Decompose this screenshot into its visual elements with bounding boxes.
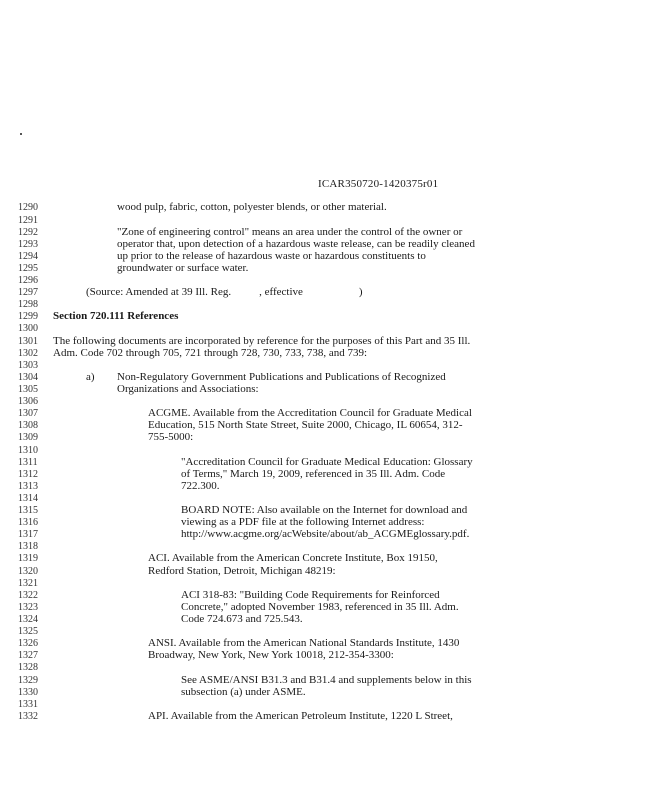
line-number: 1293 [18, 239, 38, 250]
line-number: 1294 [18, 251, 38, 262]
document-id: ICAR350720-1420375r01 [318, 178, 439, 190]
line-number: 1320 [18, 566, 38, 577]
line-text: groundwater or surface water. [117, 262, 249, 274]
stray-mark [20, 133, 22, 135]
line-number: 1307 [18, 408, 38, 419]
line-number: 1332 [18, 711, 38, 722]
line-text: BOARD NOTE: Also available on the Internet for download and [181, 504, 468, 516]
line-number: 1330 [18, 687, 38, 698]
line-number: 1306 [18, 396, 38, 407]
line-number: 1311 [18, 457, 38, 468]
line-1332 [0, 710, 671, 723]
line-number: 1292 [18, 227, 38, 238]
line-number: 1310 [18, 445, 38, 456]
line-text: ACGME. Available from the Accreditation Council for Graduate Medical [148, 407, 472, 419]
line-text: 755-5000: [148, 431, 194, 443]
line-number: 1301 [18, 336, 38, 347]
line-text: "Zone of engineering control" means an area under the control of the owner or [117, 226, 463, 238]
line-text: Adm. Code 702 through 705, 721 through 728, 730, 733, 738, and 739: [53, 347, 368, 359]
line-text: of Terms," March 19, 2009, referenced in 35 Ill. Adm. Code [181, 468, 446, 480]
subsection-label: a) [86, 371, 95, 383]
line-number: 1296 [18, 275, 38, 286]
line-number: 1323 [18, 602, 38, 613]
source-note-part-c: ) [358, 286, 363, 298]
line-1290 [0, 201, 671, 214]
line-number: 1319 [18, 553, 38, 564]
line-text: See ASME/ANSI B31.3 and B31.4 and supplements below in this [181, 674, 472, 686]
line-number: 1313 [18, 481, 38, 492]
line-text: The following documents are incorporated by reference for the purposes of this Part and 35 Ill. [53, 335, 471, 347]
line-1328 [0, 661, 671, 674]
line-number: 1298 [18, 299, 38, 310]
line-number: 1303 [18, 360, 38, 371]
line-number: 1322 [18, 590, 38, 601]
line-number: 1326 [18, 638, 38, 649]
line-text: Non-Regulatory Government Publications and Publications of Recognized [117, 371, 446, 383]
line-text: ANSI. Available from the American National Standards Institute, 1430 [148, 637, 460, 649]
line-text: up prior to the release of hazardous waste or hazardous constituents to [117, 250, 426, 262]
source-note-part-a: (Source: Amended at 39 Ill. Reg. [86, 286, 232, 298]
line-number: 1316 [18, 517, 38, 528]
line-text: Concrete," adopted November 1983, referenced in 35 Ill. Adm. [181, 601, 459, 613]
line-text: operator that, upon detection of a hazardous waste release, can be readily cleaned [117, 238, 475, 250]
line-number: 1329 [18, 675, 38, 686]
line-number: 1305 [18, 384, 38, 395]
line-number: 1314 [18, 493, 38, 504]
line-text: Code 724.673 and 725.543. [181, 613, 303, 625]
line-text: "Accreditation Council for Graduate Medical Education: Glossary [181, 456, 473, 468]
line-number: 1308 [18, 420, 38, 431]
line-text: ACI. Available from the American Concrete Institute, Box 19150, [148, 552, 438, 564]
line-number: 1302 [18, 348, 38, 359]
section-heading: Section 720.111 References [53, 310, 179, 322]
line-number: 1315 [18, 505, 38, 516]
line-number: 1295 [18, 263, 38, 274]
line-number: 1297 [18, 287, 38, 298]
line-number: 1331 [18, 699, 38, 710]
line-number: 1318 [18, 541, 38, 552]
line-text: Redford Station, Detroit, Michigan 48219: [148, 565, 336, 577]
line-text: viewing as a PDF file at the following Internet address: [181, 516, 425, 528]
line-number: 1328 [18, 662, 38, 673]
line-text: 722.300. [181, 480, 220, 492]
line-text: API. Available from the American Petroleum Institute, 1220 L Street, [148, 710, 453, 722]
line-1319 [0, 552, 671, 565]
line-text: Education, 515 North State Street, Suite 2000, Chicago, IL 60654, 312- [148, 419, 463, 431]
line-text: subsection (a) under ASME. [181, 686, 306, 698]
line-text: Organizations and Associations: [117, 383, 259, 395]
line-1309 [0, 431, 671, 444]
line-text: ACI 318-83: "Building Code Requirements for Reinforced [181, 589, 440, 601]
line-number: 1291 [18, 215, 38, 226]
line-number: 1312 [18, 469, 38, 480]
line-text: wood pulp, fabric, cotton, polyester blends, or other material. [117, 201, 387, 213]
line-number: 1299 [18, 311, 38, 322]
line-1300 [0, 322, 671, 335]
url-text: http://www.acgme.org/acWebsite/about/ab_ACGMEglossary.pdf. [181, 528, 470, 540]
line-text: Broadway, New York, New York 10018, 212-354-3300: [148, 649, 394, 661]
line-number: 1324 [18, 614, 38, 625]
line-number: 1327 [18, 650, 38, 661]
line-number: 1309 [18, 432, 38, 443]
line-number: 1325 [18, 626, 38, 637]
source-note-part-b: , effective [259, 286, 303, 298]
line-number: 1304 [18, 372, 38, 383]
line-number: 1317 [18, 529, 38, 540]
line-number: 1290 [18, 202, 38, 213]
line-number: 1321 [18, 578, 38, 589]
line-number: 1300 [18, 323, 38, 334]
